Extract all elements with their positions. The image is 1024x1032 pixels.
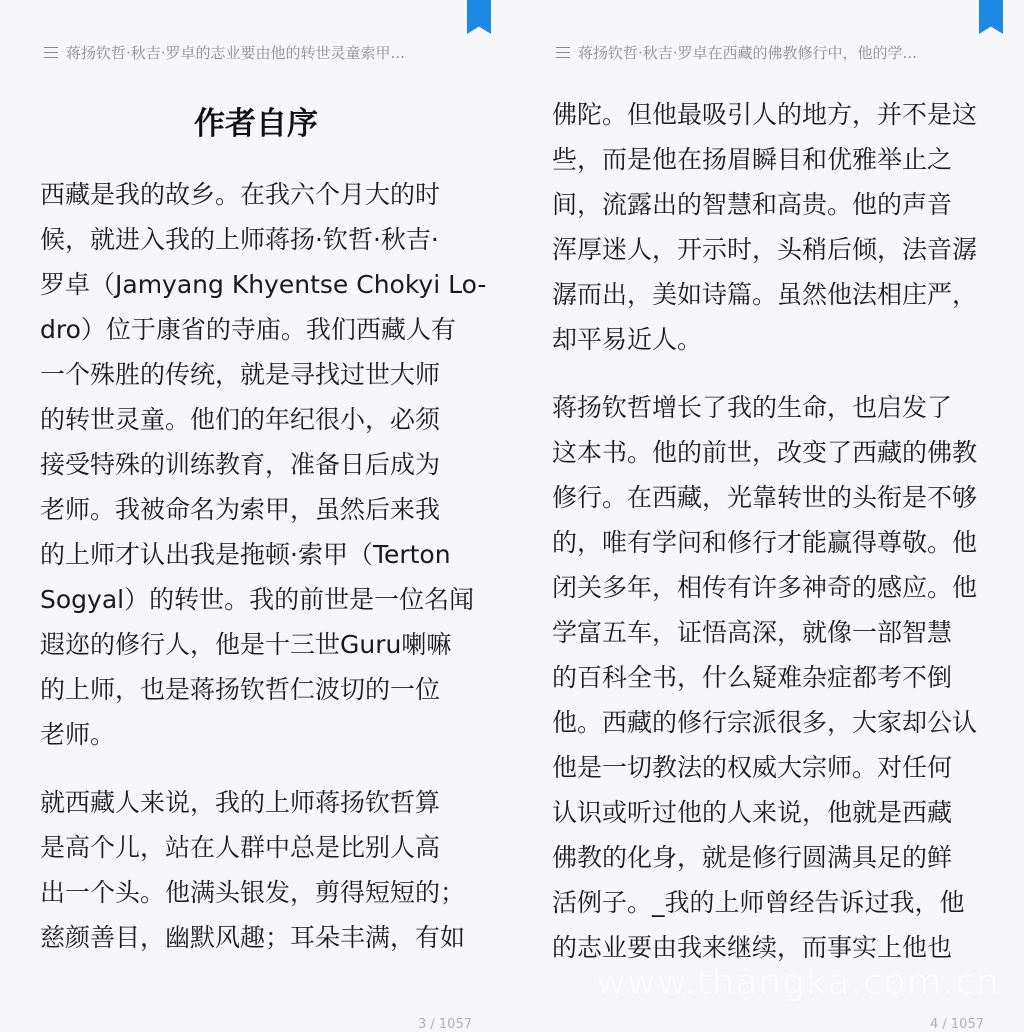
text-line: 佛教的化身，就是修行圆满具足的鲜 [552, 843, 953, 872]
text-line: 闭关多年，相传有许多神奇的感应。他 [552, 573, 978, 602]
text-line: 学富五车，证悟高深，就像一部智慧 [552, 618, 953, 647]
text-line: 的志业要由我来继续，而事实上他也 [552, 933, 953, 962]
paragraph [552, 385, 992, 970]
text-line: 的，唯有学问和修行才能赢得尊敬。他 [552, 528, 978, 557]
paragraph-gap [552, 362, 992, 385]
text-line: 这本书。他的前世，改变了西藏的佛教 [552, 438, 978, 467]
running-head[interactable] [556, 42, 976, 63]
running-head[interactable] [44, 42, 464, 63]
text-line: 却平易近人。 [552, 325, 703, 354]
text-line: 老师。我被命名为索甲，虽然后来我 [40, 495, 441, 524]
text-line: dro）位于康省的寺庙。我们西藏人有 [40, 315, 456, 344]
text-line: 的转世灵童。他们的年纪很小，必须 [40, 405, 441, 434]
paragraph-gap [40, 757, 480, 780]
chapter-title: 作者自序 [194, 106, 318, 142]
page-number: 4 / 1057 [930, 1017, 984, 1032]
text-line: 潺而出，美如诗篇。虽然他法相庄严， [552, 280, 978, 309]
text-line: 他是一切教法的权威大宗师。对任何 [552, 753, 953, 782]
text-line: 接受特殊的训练教育，准备日后成为 [40, 450, 441, 479]
text-line: 些，而是他在扬眉瞬目和优雅举止之 [552, 145, 953, 174]
text-line: 的百科全书，什么疑难杂症都考不倒 [552, 663, 953, 692]
bookmark-icon[interactable] [979, 0, 1003, 34]
body-text [40, 172, 487, 960]
text-line: 修行。在西藏，光靠转世的头衔是不够 [552, 483, 978, 512]
text-line: 浑厚迷人，开示时，头稍后倾，法音潺 [552, 235, 978, 264]
page-number: 3 / 1057 [418, 1017, 472, 1032]
paragraph [40, 172, 487, 757]
text-line: 慈颜善目，幽默风趣；耳朵丰满，有如 [40, 923, 466, 952]
running-head-text: 蒋扬钦哲·秋吉·罗卓在西藏的佛教修行中，他的学... [578, 44, 917, 62]
text-line: 认识或听过他的人来说，他就是西藏 [552, 798, 953, 827]
text-line: 罗卓（Jamyang Khyentse Chokyi Lo- [40, 270, 487, 299]
text-line: 一个殊胜的传统，就是寻找过世大师 [40, 360, 441, 389]
running-head-text: 蒋扬钦哲·秋吉·罗卓的志业要由他的转世灵童索甲... [66, 44, 405, 62]
text-line: 老师。 [40, 720, 116, 749]
text-line: 的上师，也是蒋扬钦哲仁波切的一位 [40, 675, 441, 704]
text-line: 西藏是我的故乡。在我六个月大的时 [40, 180, 441, 209]
text-line: 蒋扬钦哲增长了我的生命，也启发了 [552, 393, 953, 422]
text-line: 出一个头。他满头银发，剪得短短的； [40, 878, 466, 907]
menu-icon[interactable] [556, 47, 570, 58]
text-line: 是高个儿，站在人群中总是比别人高 [40, 833, 441, 862]
paragraph [552, 92, 992, 362]
paragraph [40, 780, 480, 960]
text-line: 活例子。_我的上师曾经告诉过我，他 [552, 888, 965, 917]
text-line: Sogyal）的转世。我的前世是一位名闻 [40, 585, 475, 614]
text-line: 佛陀。但他最吸引人的地方，并不是这 [552, 100, 978, 129]
body-text [552, 92, 992, 970]
text-line: 他。西藏的修行宗派很多，大家却公认 [552, 708, 978, 737]
menu-icon[interactable] [44, 47, 58, 58]
text-line: 的上师才认出我是拖顿·索甲（Terton [40, 540, 451, 569]
bookmark-icon[interactable] [467, 0, 491, 34]
watermark: www.thangka.com.cn [596, 962, 1000, 1003]
text-line: 候，就进入我的上师蒋扬·钦哲·秋吉· [40, 225, 439, 254]
right-page[interactable] [512, 0, 1024, 1032]
text-line: 就西藏人来说，我的上师蒋扬钦哲算 [40, 788, 441, 817]
text-line: 间，流露出的智慧和高贵。他的声音 [552, 190, 953, 219]
text-line: 遐迩的修行人，他是十三世Guru喇嘛 [40, 630, 452, 659]
